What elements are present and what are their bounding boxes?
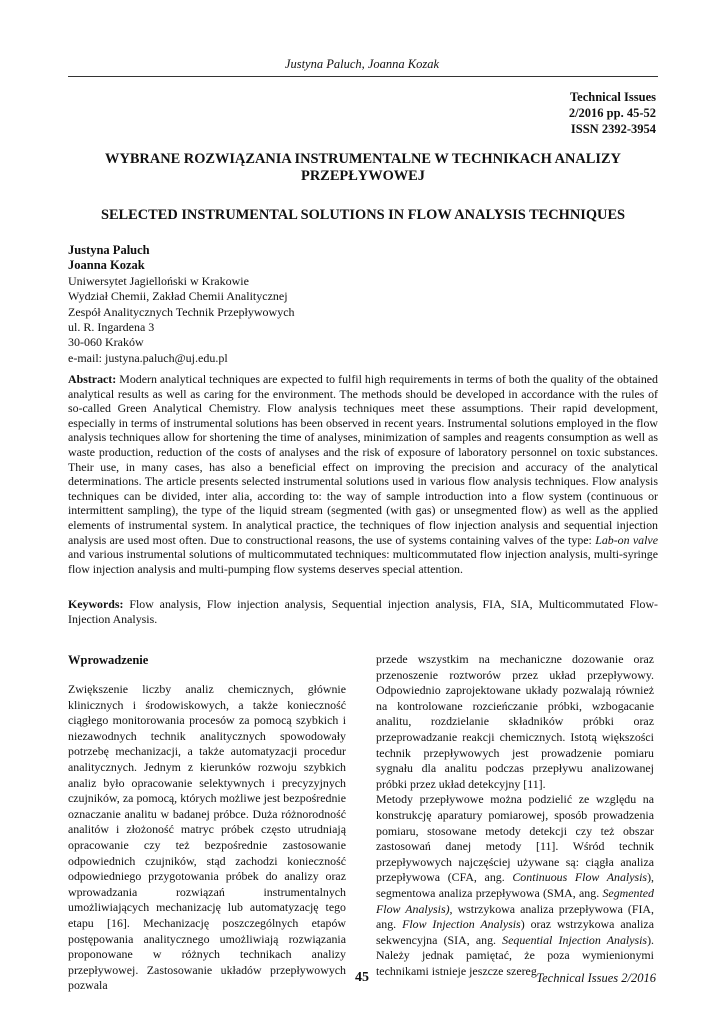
text-run: ), segmentowa analiza przepływowa (SMA, ang.	[376, 870, 654, 900]
abstract-label: Abstract:	[68, 372, 117, 386]
title-polish: WYBRANE ROZWIĄZANIA INSTRUMENTALNE W TECHNIKACH ANALIZY PRZEPŁYWOWEJ	[105, 151, 621, 184]
paragraph	[376, 792, 654, 979]
title-english: SELECTED INSTRUMENTAL SOLUTIONS IN FLOW ANALYSIS TECHNIQUES	[100, 207, 626, 223]
text-run: wstrzykowa analiza przepływowa (FIA, ang.	[376, 901, 654, 932]
author-name: Justyna Paluch	[68, 243, 150, 257]
running-head: Justyna Paluch, Joanna Kozak	[284, 57, 440, 71]
affiliation-street: ul. R. Ingardena 3	[68, 320, 155, 335]
keywords	[68, 597, 658, 626]
affiliation-university: Uniwersytet Jagielloński w Krakowie	[68, 273, 249, 288]
affiliation-faculty: Wydział Chemii, Zakład Chemii Analitycznej	[68, 289, 288, 304]
text-run: ). Należy jednak pamiętać, że poza wymienionymi technikami istnieje jeszcze szereg	[376, 932, 654, 978]
issn: ISSN 2392-3954	[570, 122, 656, 136]
author-name: Joanna Kozak	[68, 258, 145, 273]
abstract	[68, 372, 658, 576]
italic-term: Segmented Flow Analysis),	[376, 885, 654, 916]
author-email: e-mail: justyna.paluch@uj.edu.pl	[68, 350, 228, 365]
body-column-right	[376, 652, 654, 979]
issue-info	[569, 89, 656, 137]
italic-term: Sequential Injection Analysis	[502, 932, 648, 947]
paragraph: Zwiększenie liczby analiz chemicznych, głównie klinicznych i środowiskowych, a także konieczność ciągłego monitorowania procesów za pomocą szybkich i niezawodnych technik analitycznych spowodowały potrzebę mechanizacji, a także automatyzacji procedur analitycznych. Jednym z kierunków rozwoju szybkich analiz było opracowanie selektywnych i precyzyjnych czujników, za pomocą, których możliwe jest bezpośrednie oznaczanie analitu w badanej próbce. Duża różnorodność analitów i złożoność matryc próbek często utrudniają opracowanie czy też bezpośrednie zastosowanie odpowiednich czujników, stąd zachodzi konieczność odpowiedniego przygotowania próbek do analizy oraz wprowadzania rozwiązań instrumentalnych umożliwiających mechanizację lub automatyzację tego etapu [16]. Mechanizację poszczególnych etapów postępowania analitycznego umożliwiają rozwiązania proponowane w różnych technikach analizy przepływowej. Zastosowanie układów przepływowych pozwala	[68, 682, 346, 993]
text-run: Metody przepływowe można podzielić ze względu na konstrukcję aparatury pomiarowej, sposób prowadzenia pomiaru, stosowane metody detekcji czy też obszar zastosowań danej metody [11]. Wśród technik przepływowych najczęściej używane są: ciągła analiza przepływowa (CFA, ang.	[376, 792, 654, 885]
paragraph: przede wszystkim na mechaniczne dozowanie oraz przenoszenie roztworów przez układ przepływowy. Odpowiednio zaprojektowane układy pozwalają również na kontrolowane rozcieńczanie próbki, wzbogacanie analitu, rozdzielanie składników próbki oraz przeprowadzanie reakcji chemicznych. Istotą większości technik przepływowych jest prowadzenie pomiaru sygnału dla analitu podczas przepływu analizowanej próbki przez układ detekcyjny [11].	[376, 652, 654, 791]
keywords-text: Flow analysis, Flow injection analysis, Sequential injection analysis, FIA, SIA, Multicommutated Flow-Injection Analysis.	[68, 597, 658, 626]
author-block	[68, 243, 295, 366]
affiliation-city: 30-060 Kraków	[68, 335, 144, 350]
abstract-text: Modern analytical techniques are expected to fulfil high requirements in terms of both the quality of the obtained analytical results as well as caring for the environment. The methods should be developed in accordance with the rules of so-called Green Analytical Chemistry. Flow analysis techniques meet these assumptions. Their rapid development, especially in terms of instrumental solutions has been observed in recent years. Instrumental solutions employed in the flow analysis techniques allow for shortening the time of analyses, minimization of samples and reagents consumption as well as waste production, reduction of the costs of analyses and the risk of exposure of laboratory personnel on toxic substances. Their use, in many cases, has also a beneficial effect on improving the precision and accuracy of the analytical determinations. The article presents selected instrumental solutions used in various flow analysis techniques. Flow analysis techniques can be divided, inter alia, according to: the way of sample introduction into a flow system (continuous or intermittent sampling), the type of the liquid stream (segmented (with gas) or unsegmented flow) as well as the applied elements of instrumental system. In analytical practice, the techniques of flow injection analysis and sequential injection analysis are used most often. Due to constructional reasons, the use of systems containing valves of the type:	[68, 372, 658, 547]
journal-footer: Technical Issues 2/2016	[536, 971, 656, 985]
keywords-label: Keywords:	[68, 597, 124, 611]
header-rule	[68, 76, 658, 77]
body-column-left	[68, 652, 346, 994]
abstract-text-end: and various instrumental solutions of multicommutated techniques: multicommutated flow injection analysis, multi-syringe flow injection analysis and multi-pumping flow systems deserves special attention.	[68, 547, 658, 576]
issue-pages: 2/2016 pp. 45-52	[568, 106, 656, 120]
italic-term: Flow Injection Analysis	[402, 917, 521, 932]
text-run: ) oraz wstrzykowa analiza sekwencyjna (SIA, ang.	[376, 917, 654, 947]
abstract-italic-term: Lab-on valve	[595, 532, 658, 547]
affiliation-team: Zespół Analitycznych Technik Przepływowych	[68, 304, 295, 319]
italic-term: Continuous Flow Analysis	[512, 870, 648, 885]
page-number: 45	[355, 970, 369, 985]
journal-name: Technical Issues	[569, 90, 656, 104]
section-title: Wprowadzenie	[68, 653, 149, 667]
